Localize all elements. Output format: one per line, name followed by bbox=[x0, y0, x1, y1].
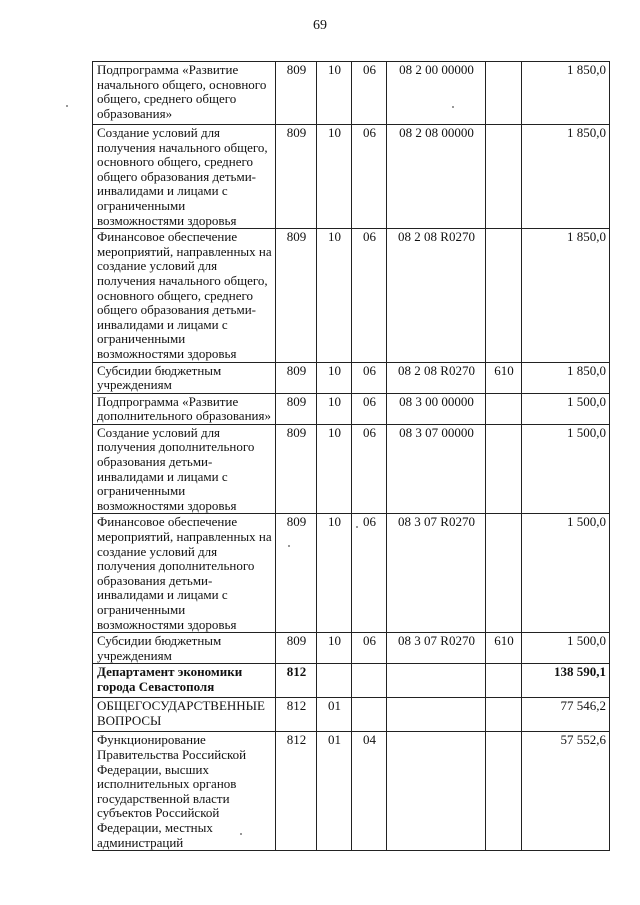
cell-pr: 06 bbox=[352, 633, 387, 664]
cell-name: Подпрограмма «Развитие дополнительного образования» bbox=[93, 393, 276, 424]
table-row bbox=[93, 393, 610, 424]
cell-vr: 610 bbox=[486, 633, 522, 664]
cell-name: Создание условий для получения дополнительного образования детьми-инвалидами и лицами с ограниченными возможностями здоровья bbox=[93, 424, 276, 514]
cell-rz: 10 bbox=[317, 424, 352, 514]
cell-csr: 08 2 08 R0270 bbox=[387, 362, 486, 393]
cell-gr: 812 bbox=[276, 732, 317, 851]
cell-pr: 06 bbox=[352, 125, 387, 229]
table-row bbox=[93, 698, 610, 732]
cell-sum: 138 590,1 bbox=[522, 664, 610, 698]
cell-pr: 06 bbox=[352, 62, 387, 125]
cell-vr bbox=[486, 424, 522, 514]
cell-vr bbox=[486, 732, 522, 851]
scan-speck bbox=[288, 545, 290, 547]
cell-csr bbox=[387, 698, 486, 732]
cell-name: Субсидии бюджетным учреждениям bbox=[93, 362, 276, 393]
cell-gr: 809 bbox=[276, 393, 317, 424]
cell-csr: 08 3 07 00000 bbox=[387, 424, 486, 514]
table-row bbox=[93, 125, 610, 229]
cell-pr bbox=[352, 664, 387, 698]
cell-pr: 06 bbox=[352, 424, 387, 514]
table-row bbox=[93, 362, 610, 393]
table-row bbox=[93, 514, 610, 633]
cell-vr bbox=[486, 664, 522, 698]
cell-vr bbox=[486, 62, 522, 125]
cell-gr: 809 bbox=[276, 362, 317, 393]
cell-csr: 08 3 07 R0270 bbox=[387, 633, 486, 664]
budget-table bbox=[92, 61, 610, 851]
cell-gr: 812 bbox=[276, 664, 317, 698]
cell-rz: 10 bbox=[317, 229, 352, 362]
cell-name: ОБЩЕГОСУДАРСТВЕННЫЕ ВОПРОСЫ bbox=[93, 698, 276, 732]
cell-pr: 06 bbox=[352, 393, 387, 424]
table-row bbox=[93, 732, 610, 851]
cell-sum: 1 500,0 bbox=[522, 424, 610, 514]
cell-sum: 77 546,2 bbox=[522, 698, 610, 732]
cell-sum: 1 850,0 bbox=[522, 362, 610, 393]
cell-rz: 10 bbox=[317, 362, 352, 393]
cell-vr bbox=[486, 514, 522, 633]
cell-gr: 809 bbox=[276, 62, 317, 125]
cell-name: Департамент экономики города Севастополя bbox=[93, 664, 276, 698]
cell-pr bbox=[352, 698, 387, 732]
table-row bbox=[93, 633, 610, 664]
cell-name: Функционирование Правительства Российской Федерации, высших исполнительных органов государственной власти субъектов Российской Федерации, местных администраций bbox=[93, 732, 276, 851]
cell-sum: 1 850,0 bbox=[522, 125, 610, 229]
cell-csr: 08 2 08 R0270 bbox=[387, 229, 486, 362]
cell-name: Подпрограмма «Развитие начального общего, основного общего, среднего общего образования» bbox=[93, 62, 276, 125]
scan-speck bbox=[452, 106, 454, 108]
table-row bbox=[93, 229, 610, 362]
cell-rz bbox=[317, 664, 352, 698]
table-row bbox=[93, 664, 610, 698]
cell-gr: 812 bbox=[276, 698, 317, 732]
cell-gr: 809 bbox=[276, 125, 317, 229]
cell-sum: 1 850,0 bbox=[522, 62, 610, 125]
cell-csr: 08 2 08 00000 bbox=[387, 125, 486, 229]
cell-vr bbox=[486, 393, 522, 424]
table-row bbox=[93, 424, 610, 514]
cell-name: Субсидии бюджетным учреждениям bbox=[93, 633, 276, 664]
scan-speck bbox=[66, 105, 68, 107]
cell-rz: 10 bbox=[317, 393, 352, 424]
cell-sum: 1 500,0 bbox=[522, 393, 610, 424]
page-number: 69 bbox=[313, 18, 327, 33]
cell-sum: 1 500,0 bbox=[522, 633, 610, 664]
cell-sum: 1 850,0 bbox=[522, 229, 610, 362]
cell-rz: 10 bbox=[317, 633, 352, 664]
cell-gr: 809 bbox=[276, 514, 317, 633]
cell-csr: 08 2 00 00000 bbox=[387, 62, 486, 125]
cell-gr: 809 bbox=[276, 633, 317, 664]
cell-rz: 01 bbox=[317, 698, 352, 732]
cell-sum: 1 500,0 bbox=[522, 514, 610, 633]
cell-pr: 06 bbox=[352, 362, 387, 393]
cell-vr bbox=[486, 698, 522, 732]
cell-name: Финансовое обеспечение мероприятий, направленных на создание условий для получения начального общего, основного общего, среднего общего образования детьми-инвалидами и лицами с ограниченными возможностями здоровья bbox=[93, 229, 276, 362]
cell-csr bbox=[387, 664, 486, 698]
cell-vr bbox=[486, 125, 522, 229]
cell-gr: 809 bbox=[276, 229, 317, 362]
cell-gr: 809 bbox=[276, 424, 317, 514]
scan-speck bbox=[356, 526, 358, 528]
cell-rz: 01 bbox=[317, 732, 352, 851]
table-row bbox=[93, 62, 610, 125]
cell-pr: 06 bbox=[352, 229, 387, 362]
cell-vr bbox=[486, 229, 522, 362]
cell-rz: 10 bbox=[317, 514, 352, 633]
cell-csr: 08 3 07 R0270 bbox=[387, 514, 486, 633]
cell-pr: 04 bbox=[352, 732, 387, 851]
cell-pr: 06 bbox=[352, 514, 387, 633]
cell-vr: 610 bbox=[486, 362, 522, 393]
cell-name: Финансовое обеспечение мероприятий, направленных на создание условий для получения дополнительного образования детьми-инвалидами и лицами с ограниченными возможностями здоровья bbox=[93, 514, 276, 633]
scan-speck bbox=[240, 833, 242, 835]
cell-csr: 08 3 00 00000 bbox=[387, 393, 486, 424]
cell-name: Создание условий для получения начального общего, основного общего, среднего общего образования детьми-инвалидами и лицами с ограниченными возможностями здоровья bbox=[93, 125, 276, 229]
cell-csr bbox=[387, 732, 486, 851]
cell-sum: 57 552,6 bbox=[522, 732, 610, 851]
cell-rz: 10 bbox=[317, 62, 352, 125]
cell-rz: 10 bbox=[317, 125, 352, 229]
